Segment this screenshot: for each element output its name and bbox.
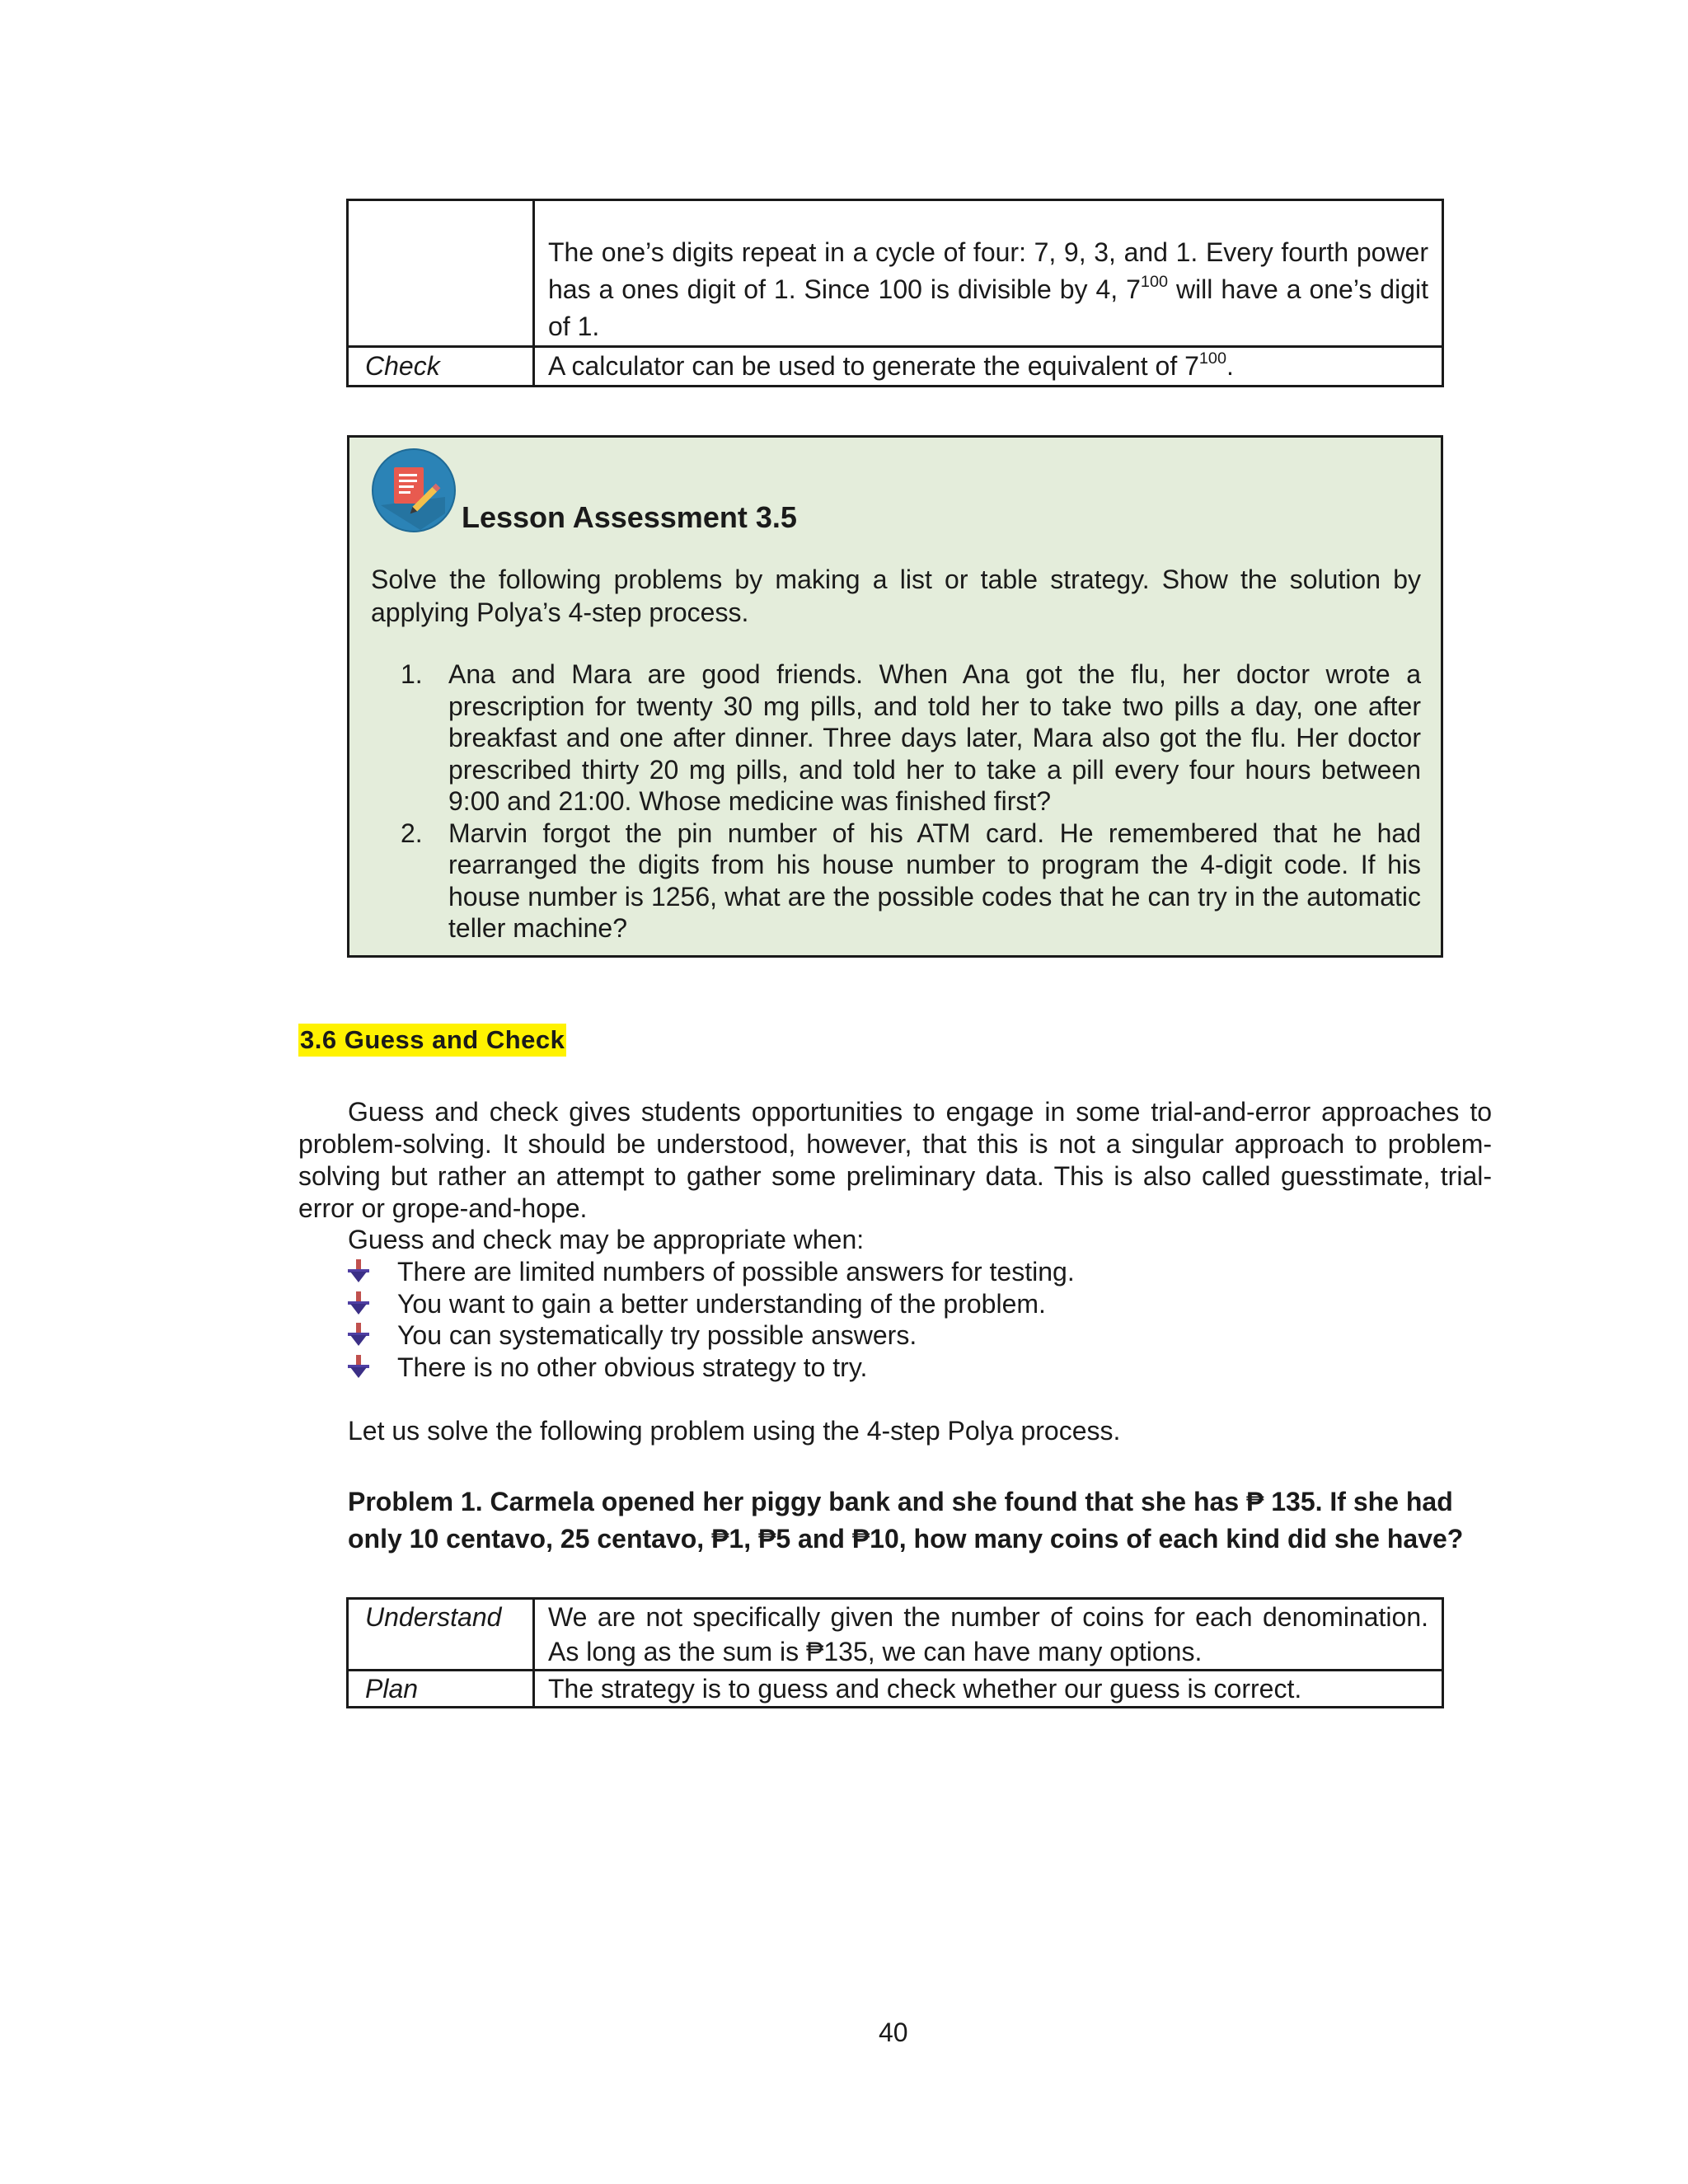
understand-cell: We are not specifically given the number of coins for each denomination. As long as the sum is ₱135, we can have many options. bbox=[534, 1599, 1443, 1671]
problem-statement: Problem 1. Carmela opened her piggy bank and she found that she has ₱ 135. If she had only 10 centavo, 25 centavo, ₱1, ₱5 and ₱10, how many coins of each kind did she have? bbox=[348, 1487, 1464, 1554]
assessment-title: Lesson Assessment 3.5 bbox=[462, 500, 797, 534]
bullet-list bbox=[346, 1256, 1075, 1383]
problem-number: 2. bbox=[401, 818, 423, 848]
explanation-cell: The one’s digits repeat in a cycle of four: 7, 9, 3, and 1. Every fourth power has a ones digit of 1. Since 100 is divisible by 4, $7^{100}$ will have a one’s digit of 1. bbox=[534, 200, 1443, 347]
table-row bbox=[348, 347, 1443, 387]
arrow-down-icon bbox=[348, 1323, 369, 1346]
arrow-down-icon bbox=[348, 1259, 369, 1282]
table-row bbox=[348, 1599, 1443, 1671]
row-label-understand: Understand bbox=[348, 1599, 534, 1671]
list-item bbox=[371, 658, 1421, 818]
problem-text: Marvin forgot the pin number of his ATM card. He remembered that he had rearranged the digits from his house number to program the 4-digit code. If his house number is 1256, what are the possible codes that he can try in the automatic teller machine? bbox=[448, 818, 1421, 943]
assessment-problem-list bbox=[371, 658, 1421, 944]
arrow-down-icon bbox=[348, 1355, 369, 1378]
list-item bbox=[371, 818, 1421, 944]
row-label-plan: Plan bbox=[348, 1671, 534, 1708]
solution-table-continued bbox=[346, 199, 1444, 387]
arrow-down-icon bbox=[348, 1291, 369, 1315]
section-heading: 3.6 Guess and Check bbox=[298, 1024, 566, 1057]
problem-number: 1. bbox=[401, 659, 423, 689]
page-number: 40 bbox=[879, 2018, 908, 2047]
intro-paragraph: Guess and check gives students opportunities to engage in some trial-and-error approaches to problem-solving. It should be understood, however, that this is not a singular approach to problem-solving but rather an attempt to gather some preliminary data. This is also called guesstimate, trial-error or grope-and-hope. bbox=[298, 1097, 1492, 1223]
list-item: You can systematically try possible answers. bbox=[346, 1319, 1075, 1352]
polya-table bbox=[346, 1597, 1444, 1708]
lets-solve-text: Let us solve the following problem using the 4-step Polya process. bbox=[348, 1416, 1121, 1446]
row-label-empty bbox=[348, 200, 534, 347]
list-item: You want to gain a better understanding of the problem. bbox=[346, 1288, 1075, 1320]
list-item: There are limited numbers of possible answers for testing. bbox=[346, 1256, 1075, 1288]
table-row bbox=[348, 1671, 1443, 1708]
problem-text: Ana and Mara are good friends. When Ana got the flu, her doctor wrote a prescription for twenty 30 mg pills, and told her to take two pills a day, one after breakfast and one after dinner. Three days later, Mara also got the flu. Her doctor prescribed thirty 20 mg pills, and told her to take a pill every four hours between 9:00 and 21:00. Whose medicine was finished first? bbox=[448, 659, 1421, 816]
table-row bbox=[348, 200, 1443, 347]
lesson-assessment-box bbox=[347, 435, 1443, 958]
check-cell: A calculator can be used to generate the equivalent of $7^{100}$. bbox=[534, 347, 1443, 387]
assessment-instructions: Solve the following problems by making a list or table strategy. Show the solution by applying Polya’s 4-step process. bbox=[371, 565, 1421, 627]
list-item: There is no other obvious strategy to try. bbox=[346, 1352, 1075, 1384]
plan-cell: The strategy is to guess and check whether our guess is correct. bbox=[534, 1671, 1443, 1708]
document-pen-icon bbox=[371, 448, 457, 533]
row-label-check: Check bbox=[348, 347, 534, 387]
appropriate-when-text: Guess and check may be appropriate when: bbox=[348, 1225, 865, 1254]
